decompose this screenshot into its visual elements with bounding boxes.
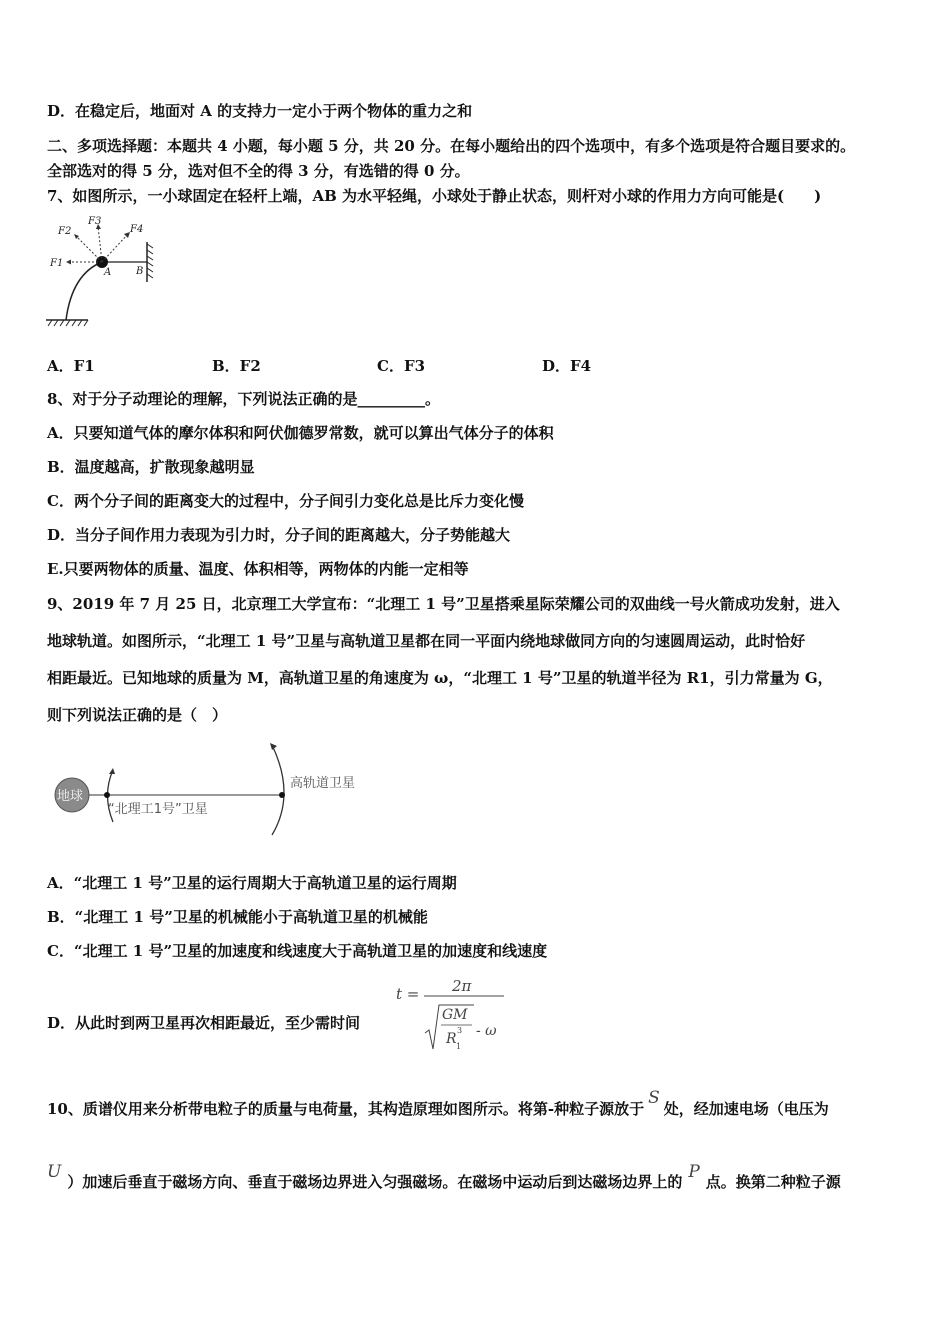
formula-gm: GM — [442, 1007, 468, 1023]
section2-heading-line1: 二、多项选择题：本题共 4 小题，每小题 5 分，共 20 分。在每小题给出的四个选项中，有多个选项是符合题目要求的。 — [47, 137, 856, 155]
q7-figure — [44, 212, 164, 330]
symbol-u: U — [47, 1162, 62, 1182]
q8-stem: 8、对于分子动理论的理解，下列说法正确的是_________。 — [47, 390, 440, 408]
q9-option-d: D．从此时到两卫星再次相距最近，至少需时间 — [47, 1014, 361, 1032]
formula-numerator: 2π — [452, 977, 472, 995]
force-f4-arrow — [102, 234, 128, 262]
q8-option-d: D．当分子间作用力表现为引力时，分子间的距离越大，分子势能越大 — [47, 526, 511, 544]
q7-option-c: C．F3 — [377, 357, 426, 375]
sat1-dot — [104, 792, 110, 798]
q9-formula — [392, 975, 512, 1055]
q7-option-a: A．F1 — [47, 357, 95, 375]
q8-option-c: C．两个分子间的距离变大的过程中，分子间引力变化总是比斥力变化慢 — [47, 492, 524, 510]
label-f4: F4 — [130, 224, 144, 235]
sat1-label: “北理工1号”卫星 — [108, 802, 208, 817]
q9-orbit-figure — [50, 740, 390, 840]
q7-option-d: D．F4 — [542, 357, 592, 375]
section2-heading-line2: 全部选对的得 5 分，选对但不全的得 3 分，有选错的得 0 分。 — [47, 162, 470, 180]
wall-hatch — [147, 244, 153, 278]
formula-r-sub: 1 — [456, 1042, 462, 1051]
q8-option-b: B．温度越高，扩散现象越明显 — [47, 458, 255, 476]
q6-option-d: D．在稳定后，地面对 A 的支持力一定小于两个物体的重力之和 — [47, 102, 473, 120]
q9-stem-line2: 地球轨道。如图所示，“北理工 1 号”卫星与高轨道卫星都在同一平面内绕地球做同方向的匀速圆周运动，此时恰好 — [47, 632, 806, 650]
curved-rod — [66, 262, 102, 320]
symbol-s: S — [648, 1088, 660, 1108]
ground-hatch — [48, 320, 88, 326]
q10-part1: 10、质谱仪用来分析带电粒子的质量与电荷量，其构造原理如图所示。将第-种粒子源放于 — [47, 1100, 645, 1118]
sat2-label: 高轨道卫星 — [290, 776, 356, 791]
label-f3: F3 — [88, 216, 102, 227]
q9-option-a: A．“北理工 1 号”卫星的运行周期大于高轨道卫星的运行周期 — [47, 874, 457, 892]
q10-line2 — [47, 1162, 841, 1192]
symbol-p: P — [688, 1162, 700, 1182]
q10-part3: ）加速后垂直于磁场方向、垂直于磁场边界进入匀强磁场。在磁场中运动后到达磁场边界上的 — [67, 1173, 683, 1191]
force-f2-arrow — [76, 236, 102, 262]
formula-r-sup: 3 — [457, 1026, 463, 1035]
q10-line1 — [47, 1088, 829, 1119]
q7-stem: 7、如图所示，一小球固定在轻杆上端，AB 为水平轻绳，小球处于静止状态，则杆对小球的作用力方向可能是( ) — [47, 187, 822, 205]
label-f1: F1 — [50, 258, 64, 269]
q10-part4: 点。换第二种粒子源 — [705, 1173, 841, 1191]
q8-option-e: E.只要两物体的质量、温度、体积相等，两物体的内能一定相等 — [47, 560, 469, 578]
label-b: B — [136, 266, 144, 277]
label-a: A — [104, 267, 112, 278]
formula-r: R — [446, 1031, 457, 1047]
q8-option-a: A．只要知道气体的摩尔体积和阿伏伽德罗常数，就可以算出气体分子的体积 — [47, 424, 554, 442]
formula-minus-omega: - ω — [476, 1023, 497, 1039]
q10-part2: 处，经加速电场（电压为 — [663, 1100, 829, 1118]
q9-stem-line1: 9、2019 年 7 月 25 日，北京理工大学宣布：“北理工 1 号”卫星搭乘星际荣耀公司的双曲线一号火箭成功发射，进入 — [47, 595, 840, 613]
earth-label: 地球 — [57, 789, 84, 804]
q9-option-b: B．“北理工 1 号”卫星的机械能小于高轨道卫星的机械能 — [47, 908, 428, 926]
q7-option-b: B．F2 — [212, 357, 261, 375]
high-orbit-arc — [272, 745, 284, 835]
sat2-dot — [279, 792, 285, 798]
q9-stem-line4: 则下列说法正确的是（ ） — [47, 706, 228, 724]
q9-stem-line3: 相距最近。已知地球的质量为 M，高轨道卫星的角速度为 ω，“北理工 1 号”卫星的轨道半径为 R1，引力常量为 G， — [47, 669, 833, 687]
label-f2: F2 — [58, 226, 72, 237]
q9-option-c: C．“北理工 1 号”卫星的加速度和线速度大于高轨道卫星的加速度和线速度 — [47, 942, 548, 960]
formula-lhs: t = — [396, 985, 420, 1003]
